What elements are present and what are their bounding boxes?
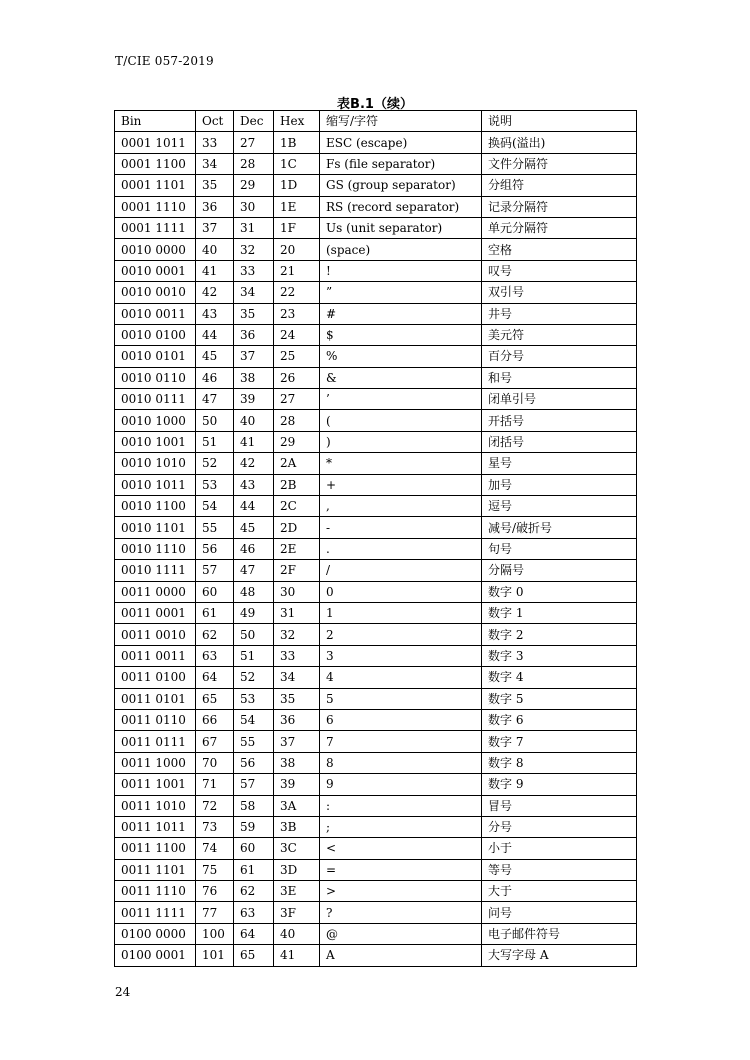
cell-abbreviation: > xyxy=(320,881,482,902)
cell-oct: 72 xyxy=(196,795,234,816)
cell-hex: 35 xyxy=(274,688,320,709)
cell-hex: 28 xyxy=(274,410,320,431)
cell-abbreviation: - xyxy=(320,517,482,538)
cell-oct: 65 xyxy=(196,688,234,709)
table-row xyxy=(115,496,637,517)
cell-dec: 65 xyxy=(234,945,274,966)
cell-abbreviation: , xyxy=(320,496,482,517)
cell-dec: 29 xyxy=(234,175,274,196)
cell-dec: 61 xyxy=(234,859,274,880)
cell-abbreviation: % xyxy=(320,346,482,367)
cell-description: 冒号 xyxy=(482,795,637,816)
cell-hex: 2A xyxy=(274,453,320,474)
cell-dec: 41 xyxy=(234,431,274,452)
cell-oct: 56 xyxy=(196,538,234,559)
cell-abbreviation: Fs (file separator) xyxy=(320,153,482,174)
cell-bin: 0010 0110 xyxy=(115,367,196,388)
cell-dec: 37 xyxy=(234,346,274,367)
table-row xyxy=(115,602,637,623)
cell-dec: 35 xyxy=(234,303,274,324)
cell-bin: 0010 1010 xyxy=(115,453,196,474)
cell-hex: 30 xyxy=(274,581,320,602)
cell-abbreviation: 5 xyxy=(320,688,482,709)
cell-hex: 33 xyxy=(274,645,320,666)
cell-dec: 52 xyxy=(234,667,274,688)
cell-abbreviation: RS (record separator) xyxy=(320,196,482,217)
table-caption: 表B.1（续） xyxy=(337,97,413,112)
cell-description: 加号 xyxy=(482,474,637,495)
cell-hex: 3A xyxy=(274,795,320,816)
table-row xyxy=(115,731,637,752)
cell-description: 分组符 xyxy=(482,175,637,196)
cell-bin: 0010 1011 xyxy=(115,474,196,495)
table-row xyxy=(115,367,637,388)
cell-oct: 101 xyxy=(196,945,234,966)
cell-bin: 0011 1100 xyxy=(115,838,196,859)
table-row xyxy=(115,453,637,474)
table-row xyxy=(115,560,637,581)
cell-abbreviation: ; xyxy=(320,816,482,837)
cell-bin: 0010 1001 xyxy=(115,431,196,452)
table-row xyxy=(115,324,637,345)
cell-dec: 60 xyxy=(234,838,274,859)
cell-bin: 0010 1000 xyxy=(115,410,196,431)
cell-hex: 29 xyxy=(274,431,320,452)
cell-description: 分号 xyxy=(482,816,637,837)
cell-oct: 74 xyxy=(196,838,234,859)
cell-dec: 56 xyxy=(234,752,274,773)
cell-oct: 33 xyxy=(196,132,234,153)
cell-abbreviation: ESC (escape) xyxy=(320,132,482,153)
table-row xyxy=(115,624,637,645)
cell-hex: 2B xyxy=(274,474,320,495)
cell-description: 美元符 xyxy=(482,324,637,345)
cell-description: 句号 xyxy=(482,538,637,559)
cell-bin: 0001 1100 xyxy=(115,153,196,174)
cell-description: 闭括号 xyxy=(482,431,637,452)
cell-hex: 3D xyxy=(274,859,320,880)
cell-bin: 0010 0000 xyxy=(115,239,196,260)
cell-bin: 0010 0100 xyxy=(115,324,196,345)
cell-abbreviation: 7 xyxy=(320,731,482,752)
cell-dec: 43 xyxy=(234,474,274,495)
cell-dec: 50 xyxy=(234,624,274,645)
table-row xyxy=(115,389,637,410)
cell-bin: 0011 0111 xyxy=(115,731,196,752)
cell-description: 数字 5 xyxy=(482,688,637,709)
cell-hex: 20 xyxy=(274,239,320,260)
cell-oct: 73 xyxy=(196,816,234,837)
cell-hex: 32 xyxy=(274,624,320,645)
cell-hex: 3E xyxy=(274,881,320,902)
cell-description: 星号 xyxy=(482,453,637,474)
cell-bin: 0011 0110 xyxy=(115,709,196,730)
cell-dec: 59 xyxy=(234,816,274,837)
column-header-oct: Oct xyxy=(196,111,234,132)
cell-abbreviation: 0 xyxy=(320,581,482,602)
cell-dec: 42 xyxy=(234,453,274,474)
cell-dec: 49 xyxy=(234,602,274,623)
cell-bin: 0010 1110 xyxy=(115,538,196,559)
cell-oct: 53 xyxy=(196,474,234,495)
table-row xyxy=(115,645,637,666)
cell-hex: 22 xyxy=(274,282,320,303)
cell-description: 百分号 xyxy=(482,346,637,367)
table-row xyxy=(115,752,637,773)
cell-dec: 34 xyxy=(234,282,274,303)
table-row xyxy=(115,474,637,495)
cell-oct: 66 xyxy=(196,709,234,730)
cell-dec: 38 xyxy=(234,367,274,388)
cell-abbreviation: & xyxy=(320,367,482,388)
cell-dec: 39 xyxy=(234,389,274,410)
cell-hex: 21 xyxy=(274,260,320,281)
cell-abbreviation: ’ xyxy=(320,389,482,410)
cell-description: 叹号 xyxy=(482,260,637,281)
ascii-code-table xyxy=(114,110,637,967)
cell-description: 数字 7 xyxy=(482,731,637,752)
cell-oct: 67 xyxy=(196,731,234,752)
table-row xyxy=(115,538,637,559)
table-header-row xyxy=(115,111,637,132)
cell-hex: 2E xyxy=(274,538,320,559)
cell-oct: 34 xyxy=(196,153,234,174)
cell-description: 减号/破折号 xyxy=(482,517,637,538)
cell-bin: 0011 1101 xyxy=(115,859,196,880)
cell-oct: 75 xyxy=(196,859,234,880)
table-row xyxy=(115,282,637,303)
cell-abbreviation: 8 xyxy=(320,752,482,773)
cell-oct: 77 xyxy=(196,902,234,923)
cell-bin: 0011 0001 xyxy=(115,602,196,623)
cell-hex: 3C xyxy=(274,838,320,859)
cell-abbreviation: 3 xyxy=(320,645,482,666)
cell-hex: 39 xyxy=(274,774,320,795)
cell-bin: 0011 0000 xyxy=(115,581,196,602)
cell-oct: 61 xyxy=(196,602,234,623)
cell-bin: 0011 0011 xyxy=(115,645,196,666)
cell-description: 换码(溢出) xyxy=(482,132,637,153)
cell-dec: 47 xyxy=(234,560,274,581)
cell-abbreviation: $ xyxy=(320,324,482,345)
cell-description: 单元分隔符 xyxy=(482,217,637,238)
cell-dec: 45 xyxy=(234,517,274,538)
cell-description: 逗号 xyxy=(482,496,637,517)
cell-dec: 55 xyxy=(234,731,274,752)
cell-dec: 48 xyxy=(234,581,274,602)
cell-bin: 0001 1011 xyxy=(115,132,196,153)
cell-hex: 41 xyxy=(274,945,320,966)
cell-description: 井号 xyxy=(482,303,637,324)
cell-oct: 55 xyxy=(196,517,234,538)
cell-hex: 23 xyxy=(274,303,320,324)
cell-abbreviation: ” xyxy=(320,282,482,303)
cell-bin: 0010 1111 xyxy=(115,560,196,581)
cell-bin: 0010 1100 xyxy=(115,496,196,517)
column-header-hex: Hex xyxy=(274,111,320,132)
cell-description: 数字 4 xyxy=(482,667,637,688)
cell-description: 等号 xyxy=(482,859,637,880)
cell-description: 开括号 xyxy=(482,410,637,431)
table-row xyxy=(115,838,637,859)
cell-bin: 0010 1101 xyxy=(115,517,196,538)
cell-oct: 57 xyxy=(196,560,234,581)
cell-bin: 0100 0001 xyxy=(115,945,196,966)
cell-dec: 40 xyxy=(234,410,274,431)
table-row xyxy=(115,410,637,431)
table-row xyxy=(115,816,637,837)
cell-oct: 37 xyxy=(196,217,234,238)
cell-bin: 0001 1110 xyxy=(115,196,196,217)
cell-bin: 0010 0001 xyxy=(115,260,196,281)
table-row xyxy=(115,881,637,902)
table-row xyxy=(115,303,637,324)
page-number: 24 xyxy=(115,985,131,999)
cell-dec: 58 xyxy=(234,795,274,816)
table-row xyxy=(115,260,637,281)
cell-description: 数字 2 xyxy=(482,624,637,645)
cell-description: 分隔号 xyxy=(482,560,637,581)
table-row xyxy=(115,581,637,602)
cell-bin: 0011 0010 xyxy=(115,624,196,645)
cell-oct: 51 xyxy=(196,431,234,452)
table-row xyxy=(115,346,637,367)
cell-dec: 31 xyxy=(234,217,274,238)
cell-abbreviation: / xyxy=(320,560,482,581)
cell-oct: 62 xyxy=(196,624,234,645)
cell-description: 电子邮件符号 xyxy=(482,923,637,944)
column-header-dec: Dec xyxy=(234,111,274,132)
cell-hex: 2F xyxy=(274,560,320,581)
cell-oct: 41 xyxy=(196,260,234,281)
table-row xyxy=(115,859,637,880)
table-row xyxy=(115,132,637,153)
cell-description: 问号 xyxy=(482,902,637,923)
cell-description: 数字 8 xyxy=(482,752,637,773)
cell-description: 数字 3 xyxy=(482,645,637,666)
table-row xyxy=(115,517,637,538)
cell-oct: 42 xyxy=(196,282,234,303)
cell-description: 数字 1 xyxy=(482,602,637,623)
cell-hex: 37 xyxy=(274,731,320,752)
cell-oct: 50 xyxy=(196,410,234,431)
table-row xyxy=(115,431,637,452)
cell-oct: 36 xyxy=(196,196,234,217)
table-row xyxy=(115,902,637,923)
cell-hex: 3F xyxy=(274,902,320,923)
cell-oct: 45 xyxy=(196,346,234,367)
cell-hex: 2D xyxy=(274,517,320,538)
table-row xyxy=(115,239,637,260)
column-header-abbreviation: 缩写/字符 xyxy=(320,111,482,132)
cell-bin: 0010 0111 xyxy=(115,389,196,410)
cell-bin: 0001 1111 xyxy=(115,217,196,238)
cell-bin: 0100 0000 xyxy=(115,923,196,944)
cell-abbreviation: (space) xyxy=(320,239,482,260)
cell-abbreviation: * xyxy=(320,453,482,474)
cell-dec: 53 xyxy=(234,688,274,709)
cell-oct: 40 xyxy=(196,239,234,260)
cell-abbreviation: ( xyxy=(320,410,482,431)
cell-bin: 0011 0100 xyxy=(115,667,196,688)
table-row xyxy=(115,945,637,966)
cell-bin: 0011 1010 xyxy=(115,795,196,816)
cell-bin: 0011 1001 xyxy=(115,774,196,795)
cell-oct: 54 xyxy=(196,496,234,517)
cell-oct: 64 xyxy=(196,667,234,688)
cell-oct: 70 xyxy=(196,752,234,773)
table-row xyxy=(115,774,637,795)
cell-oct: 43 xyxy=(196,303,234,324)
cell-abbreviation: = xyxy=(320,859,482,880)
cell-dec: 28 xyxy=(234,153,274,174)
cell-hex: 25 xyxy=(274,346,320,367)
cell-abbreviation: ! xyxy=(320,260,482,281)
cell-abbreviation: # xyxy=(320,303,482,324)
cell-bin: 0010 0011 xyxy=(115,303,196,324)
cell-bin: 0010 0010 xyxy=(115,282,196,303)
cell-oct: 76 xyxy=(196,881,234,902)
cell-dec: 51 xyxy=(234,645,274,666)
column-header-bin: Bin xyxy=(115,111,196,132)
cell-abbreviation: A xyxy=(320,945,482,966)
cell-dec: 62 xyxy=(234,881,274,902)
cell-description: 数字 9 xyxy=(482,774,637,795)
cell-abbreviation: 2 xyxy=(320,624,482,645)
cell-dec: 64 xyxy=(234,923,274,944)
cell-description: 大写字母 A xyxy=(482,945,637,966)
cell-abbreviation: @ xyxy=(320,923,482,944)
cell-oct: 35 xyxy=(196,175,234,196)
cell-description: 文件分隔符 xyxy=(482,153,637,174)
cell-dec: 44 xyxy=(234,496,274,517)
cell-bin: 0011 1000 xyxy=(115,752,196,773)
cell-bin: 0010 0101 xyxy=(115,346,196,367)
table-row xyxy=(115,667,637,688)
table-row xyxy=(115,688,637,709)
cell-hex: 38 xyxy=(274,752,320,773)
cell-oct: 60 xyxy=(196,581,234,602)
cell-bin: 0011 0101 xyxy=(115,688,196,709)
cell-oct: 46 xyxy=(196,367,234,388)
cell-description: 闭单引号 xyxy=(482,389,637,410)
cell-hex: 2C xyxy=(274,496,320,517)
table-row xyxy=(115,217,637,238)
cell-abbreviation: ? xyxy=(320,902,482,923)
table-row xyxy=(115,196,637,217)
cell-dec: 63 xyxy=(234,902,274,923)
cell-hex: 1B xyxy=(274,132,320,153)
cell-description: 双引号 xyxy=(482,282,637,303)
cell-dec: 32 xyxy=(234,239,274,260)
cell-hex: 31 xyxy=(274,602,320,623)
table-row xyxy=(115,795,637,816)
cell-oct: 63 xyxy=(196,645,234,666)
cell-hex: 1F xyxy=(274,217,320,238)
cell-oct: 71 xyxy=(196,774,234,795)
cell-description: 空格 xyxy=(482,239,637,260)
cell-dec: 57 xyxy=(234,774,274,795)
cell-dec: 46 xyxy=(234,538,274,559)
cell-hex: 40 xyxy=(274,923,320,944)
cell-abbreviation: 9 xyxy=(320,774,482,795)
cell-hex: 3B xyxy=(274,816,320,837)
cell-abbreviation: 4 xyxy=(320,667,482,688)
table-row xyxy=(115,709,637,730)
table-row xyxy=(115,175,637,196)
cell-bin: 0001 1101 xyxy=(115,175,196,196)
table-row xyxy=(115,153,637,174)
column-header-description: 说明 xyxy=(482,111,637,132)
cell-bin: 0011 1111 xyxy=(115,902,196,923)
cell-dec: 27 xyxy=(234,132,274,153)
cell-abbreviation: 6 xyxy=(320,709,482,730)
cell-hex: 1E xyxy=(274,196,320,217)
cell-abbreviation: GS (group separator) xyxy=(320,175,482,196)
cell-description: 小于 xyxy=(482,838,637,859)
cell-dec: 36 xyxy=(234,324,274,345)
cell-abbreviation: Us (unit separator) xyxy=(320,217,482,238)
cell-oct: 52 xyxy=(196,453,234,474)
cell-hex: 36 xyxy=(274,709,320,730)
cell-abbreviation: : xyxy=(320,795,482,816)
cell-bin: 0011 1110 xyxy=(115,881,196,902)
cell-abbreviation: 1 xyxy=(320,602,482,623)
cell-oct: 100 xyxy=(196,923,234,944)
cell-hex: 1C xyxy=(274,153,320,174)
table-row xyxy=(115,923,637,944)
cell-dec: 54 xyxy=(234,709,274,730)
cell-hex: 1D xyxy=(274,175,320,196)
document-id: T/CIE 057-2019 xyxy=(115,54,214,68)
cell-oct: 47 xyxy=(196,389,234,410)
cell-description: 数字 0 xyxy=(482,581,637,602)
cell-description: 和号 xyxy=(482,367,637,388)
cell-description: 大于 xyxy=(482,881,637,902)
cell-hex: 34 xyxy=(274,667,320,688)
cell-description: 数字 6 xyxy=(482,709,637,730)
cell-abbreviation: . xyxy=(320,538,482,559)
cell-dec: 30 xyxy=(234,196,274,217)
cell-abbreviation: + xyxy=(320,474,482,495)
cell-oct: 44 xyxy=(196,324,234,345)
cell-abbreviation: < xyxy=(320,838,482,859)
cell-bin: 0011 1011 xyxy=(115,816,196,837)
cell-abbreviation: ) xyxy=(320,431,482,452)
cell-hex: 26 xyxy=(274,367,320,388)
table-body xyxy=(115,132,637,966)
cell-dec: 33 xyxy=(234,260,274,281)
cell-hex: 24 xyxy=(274,324,320,345)
cell-hex: 27 xyxy=(274,389,320,410)
cell-description: 记录分隔符 xyxy=(482,196,637,217)
